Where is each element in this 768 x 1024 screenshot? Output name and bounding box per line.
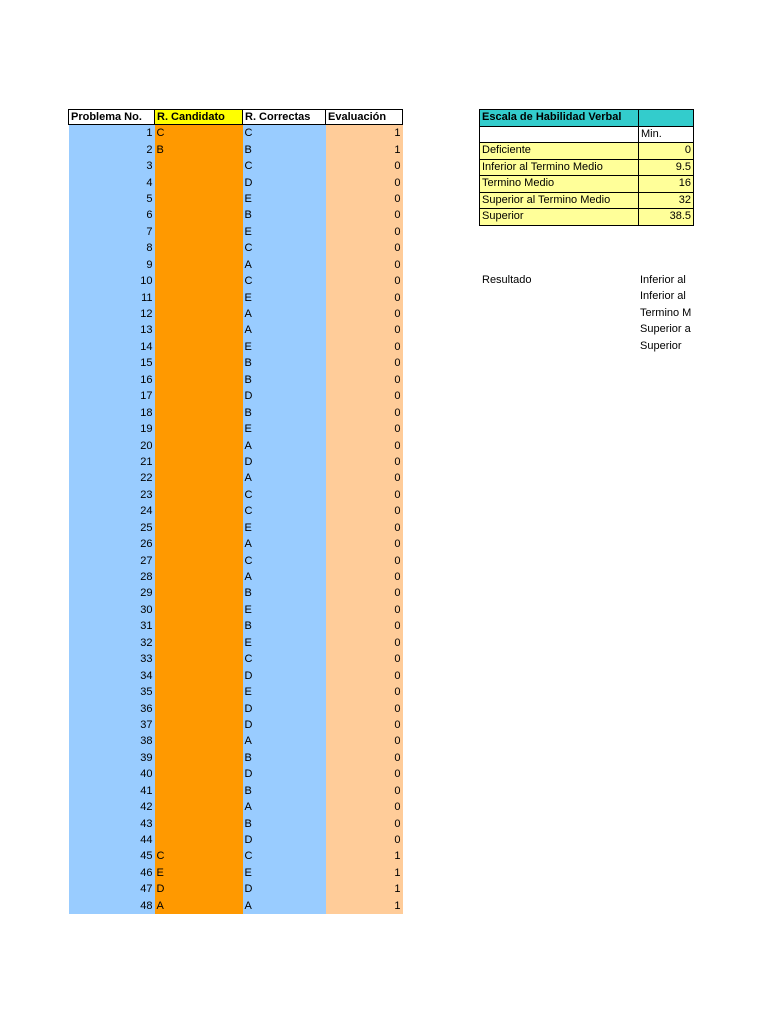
evaluation-cell[interactable]: 0 [326,289,403,305]
table-row [69,503,403,519]
candidate-answer-cell[interactable] [155,667,243,683]
candidate-answer-cell[interactable] [155,602,243,618]
scale-level-row [480,192,694,209]
problem-number-cell[interactable]: 22 [69,470,155,486]
candidate-answer-cell[interactable] [155,783,243,799]
problem-number-cell[interactable]: 13 [69,322,155,338]
candidate-answer-cell[interactable] [155,257,243,273]
problem-number-cell[interactable]: 31 [69,618,155,634]
table-row [69,141,403,157]
evaluation-cell[interactable]: 0 [326,322,403,338]
problem-number-cell[interactable]: 2 [69,141,155,157]
table-row [69,207,403,223]
table-row [69,865,403,881]
table-row [69,536,403,552]
correct-answer-cell[interactable]: A [243,437,326,453]
correct-answer-cell[interactable]: C [243,503,326,519]
table-row [69,240,403,256]
evaluation-cell[interactable]: 0 [326,799,403,815]
problem-number-cell[interactable]: 47 [69,881,155,897]
evaluation-cell[interactable]: 0 [326,552,403,568]
evaluation-cell[interactable]: 0 [326,750,403,766]
evaluation-cell[interactable]: 1 [326,141,403,157]
evaluation-cell[interactable]: 0 [326,717,403,733]
table-row [69,257,403,273]
scale-level-min[interactable]: 32 [639,192,694,209]
evaluation-cell[interactable]: 0 [326,339,403,355]
scale-level-min[interactable]: 0 [639,143,694,160]
problem-number-cell[interactable]: 12 [69,306,155,322]
result-value[interactable]: Superior [640,339,682,352]
table-row [69,355,403,371]
candidate-answer-cell[interactable] [155,355,243,371]
header-evaluation[interactable]: Evaluación [326,110,403,125]
problem-number-cell[interactable]: 32 [69,635,155,651]
candidate-answer-cell[interactable] [155,224,243,240]
candidate-answer-cell[interactable] [155,717,243,733]
candidate-answer-cell[interactable] [155,569,243,585]
table-row [69,306,403,322]
answers-table [68,109,403,914]
candidate-answer-cell[interactable] [155,799,243,815]
result-value[interactable]: Inferior al [640,290,686,303]
result-value[interactable]: Inferior al [640,274,686,286]
scale-title[interactable]: Escala de Habilidad Verbal [480,110,639,127]
table-row [69,667,403,683]
table-row [69,273,403,289]
evaluation-cell[interactable]: 0 [326,224,403,240]
correct-answer-cell[interactable]: B [243,783,326,799]
correct-answer-cell[interactable]: E [243,224,326,240]
answers-body [69,125,403,915]
candidate-answer-cell[interactable] [155,322,243,338]
result-label[interactable]: Resultado [482,274,532,286]
problem-number-cell[interactable]: 5 [69,191,155,207]
problem-number-cell[interactable]: 10 [69,273,155,289]
scale-min-label[interactable]: Min. [639,126,694,143]
correct-answer-cell[interactable]: B [243,372,326,388]
evaluation-cell[interactable]: 0 [326,602,403,618]
candidate-answer-cell[interactable] [155,421,243,437]
answers-header-row [69,110,403,125]
candidate-answer-cell[interactable] [155,832,243,848]
table-row [69,322,403,338]
correct-answer-cell[interactable]: E [243,191,326,207]
problem-number-cell[interactable]: 3 [69,158,155,174]
correct-answer-cell[interactable]: E [243,684,326,700]
correct-answer-cell[interactable]: E [243,520,326,536]
candidate-answer-cell[interactable] [155,470,243,486]
correct-answer-cell[interactable]: B [243,355,326,371]
candidate-answer-cell[interactable] [155,733,243,749]
problem-number-cell[interactable]: 16 [69,372,155,388]
scale-level-name[interactable]: Deficiente [480,143,639,160]
table-row [69,766,403,782]
table-row [69,470,403,486]
correct-answer-cell[interactable]: E [243,339,326,355]
correct-answer-cell[interactable]: E [243,421,326,437]
evaluation-cell[interactable]: 0 [326,651,403,667]
evaluation-cell[interactable]: 0 [326,733,403,749]
evaluation-cell[interactable]: 0 [326,667,403,683]
correct-answer-cell[interactable]: A [243,799,326,815]
table-row [69,158,403,174]
correct-answer-cell[interactable]: D [243,700,326,716]
correct-answer-cell[interactable]: C [243,273,326,289]
problem-number-cell[interactable]: 26 [69,536,155,552]
problem-number-cell[interactable]: 36 [69,700,155,716]
table-row [69,552,403,568]
evaluation-cell[interactable]: 0 [326,487,403,503]
correct-answer-cell[interactable]: A [243,257,326,273]
table-row [69,717,403,733]
correct-answer-cell[interactable]: D [243,174,326,190]
correct-answer-cell[interactable]: D [243,388,326,404]
evaluation-cell[interactable]: 0 [326,240,403,256]
evaluation-cell[interactable]: 0 [326,404,403,420]
correct-answer-cell[interactable]: C [243,848,326,864]
evaluation-cell[interactable]: 1 [326,125,403,142]
correct-answer-cell[interactable]: D [243,454,326,470]
candidate-answer-cell[interactable] [155,766,243,782]
table-row [69,635,403,651]
correct-answer-cell[interactable]: C [243,651,326,667]
header-correct-answer[interactable]: R. Correctas [243,110,326,125]
header-candidate-answer[interactable]: R. Candidato [155,110,243,125]
table-row [69,651,403,667]
correct-answer-cell[interactable]: A [243,470,326,486]
correct-answer-cell[interactable]: E [243,602,326,618]
candidate-answer-cell[interactable] [155,635,243,651]
candidate-answer-cell[interactable]: B [155,141,243,157]
evaluation-cell[interactable]: 0 [326,355,403,371]
candidate-answer-cell[interactable] [155,174,243,190]
verbal-ability-scale-table [479,109,694,226]
candidate-answer-cell[interactable] [155,191,243,207]
candidate-answer-cell[interactable] [155,240,243,256]
table-row [69,799,403,815]
table-row [69,832,403,848]
table-row [69,520,403,536]
table-row [69,421,403,437]
candidate-answer-cell[interactable] [155,454,243,470]
candidate-answer-cell[interactable] [155,437,243,453]
table-row [69,733,403,749]
correct-answer-cell[interactable]: C [243,552,326,568]
correct-answer-cell[interactable]: B [243,141,326,157]
scale-min-row [480,126,694,143]
correct-answer-cell[interactable]: E [243,635,326,651]
correct-answer-cell[interactable]: C [243,240,326,256]
table-row [69,174,403,190]
table-row [69,404,403,420]
table-row [69,585,403,601]
candidate-answer-cell[interactable] [155,618,243,634]
candidate-answer-cell[interactable] [155,651,243,667]
evaluation-cell[interactable]: 0 [326,832,403,848]
problem-number-cell[interactable]: 1 [69,125,155,142]
table-row [69,372,403,388]
scale-level-min[interactable]: 9.5 [639,159,694,176]
scale-level-row [480,176,694,193]
correct-answer-cell[interactable]: B [243,750,326,766]
problem-number-cell[interactable]: 37 [69,717,155,733]
table-row [69,454,403,470]
problem-number-cell[interactable]: 25 [69,520,155,536]
candidate-answer-cell[interactable] [155,273,243,289]
correct-answer-cell[interactable]: A [243,898,326,914]
evaluation-cell[interactable]: 0 [326,437,403,453]
correct-answer-cell[interactable]: A [243,536,326,552]
candidate-answer-cell[interactable] [155,750,243,766]
table-row [69,898,403,914]
scale-level-name[interactable]: Termino Medio [480,176,639,193]
scale-level-row [480,143,694,160]
problem-number-cell[interactable]: 38 [69,733,155,749]
evaluation-cell[interactable]: 0 [326,421,403,437]
problem-number-cell[interactable]: 42 [69,799,155,815]
candidate-answer-cell[interactable] [155,339,243,355]
correct-answer-cell[interactable]: A [243,733,326,749]
scale-blank-cell[interactable] [480,126,639,143]
table-row [69,437,403,453]
evaluation-cell[interactable]: 1 [326,881,403,897]
correct-answer-cell[interactable]: B [243,618,326,634]
problem-number-cell[interactable]: 15 [69,355,155,371]
table-row [69,388,403,404]
candidate-answer-cell[interactable] [155,815,243,831]
candidate-answer-cell[interactable]: A [155,898,243,914]
correct-answer-cell[interactable]: D [243,717,326,733]
problem-number-cell[interactable]: 7 [69,224,155,240]
scale-level-name[interactable]: Superior al Termino Medio [480,192,639,209]
evaluation-cell[interactable]: 0 [326,207,403,223]
evaluation-cell[interactable]: 0 [326,503,403,519]
evaluation-cell[interactable]: 1 [326,848,403,864]
table-row [69,569,403,585]
candidate-answer-cell[interactable] [155,404,243,420]
evaluation-cell[interactable]: 0 [326,174,403,190]
candidate-answer-cell[interactable] [155,388,243,404]
problem-number-cell[interactable]: 14 [69,339,155,355]
candidate-answer-cell[interactable]: C [155,125,243,142]
table-row [69,289,403,305]
table-row [69,602,403,618]
table-row [69,783,403,799]
correct-answer-cell[interactable]: D [243,766,326,782]
correct-answer-cell[interactable]: B [243,815,326,831]
evaluation-cell[interactable]: 1 [326,865,403,881]
correct-answer-cell[interactable]: E [243,865,326,881]
table-row [69,700,403,716]
correct-answer-cell[interactable]: A [243,322,326,338]
problem-number-cell[interactable]: 28 [69,569,155,585]
table-row [69,848,403,864]
correct-answer-cell[interactable]: A [243,306,326,322]
evaluation-cell[interactable]: 0 [326,158,403,174]
scale-title-row [480,110,694,127]
problem-number-cell[interactable]: 17 [69,388,155,404]
problem-number-cell[interactable]: 41 [69,783,155,799]
correct-answer-cell[interactable]: B [243,404,326,420]
problem-number-cell[interactable]: 48 [69,898,155,914]
evaluation-cell[interactable]: 0 [326,273,403,289]
problem-number-cell[interactable]: 27 [69,552,155,568]
evaluation-cell[interactable]: 0 [326,815,403,831]
scale-title-empty-cell[interactable] [639,110,694,127]
table-row [69,224,403,240]
problem-number-cell[interactable]: 46 [69,865,155,881]
problem-number-cell[interactable]: 24 [69,503,155,519]
scale-level-name[interactable]: Superior [480,209,639,226]
evaluation-cell[interactable]: 0 [326,700,403,716]
candidate-answer-cell[interactable] [155,552,243,568]
candidate-answer-cell[interactable] [155,289,243,305]
table-row [69,339,403,355]
correct-answer-cell[interactable]: C [243,158,326,174]
problem-number-cell[interactable]: 33 [69,651,155,667]
correct-answer-cell[interactable]: D [243,881,326,897]
evaluation-cell[interactable]: 0 [326,470,403,486]
scale-level-min[interactable]: 38.5 [639,209,694,226]
header-problem-no[interactable]: Problema No. [69,110,155,125]
correct-answer-cell[interactable]: B [243,585,326,601]
candidate-answer-cell[interactable] [155,372,243,388]
problem-number-cell[interactable]: 29 [69,585,155,601]
table-row [69,487,403,503]
problem-number-cell[interactable]: 44 [69,832,155,848]
problem-number-cell[interactable]: 20 [69,437,155,453]
problem-number-cell[interactable]: 39 [69,750,155,766]
problem-number-cell[interactable]: 18 [69,404,155,420]
problem-number-cell[interactable]: 35 [69,684,155,700]
candidate-answer-cell[interactable]: E [155,865,243,881]
correct-answer-cell[interactable]: C [243,487,326,503]
result-values [640,272,693,354]
result-value[interactable]: Superior a [640,323,691,336]
problem-number-cell[interactable]: 6 [69,207,155,223]
problem-number-cell[interactable]: 21 [69,454,155,470]
evaluation-cell[interactable]: 0 [326,635,403,651]
candidate-answer-cell[interactable] [155,684,243,700]
evaluation-cell[interactable]: 0 [326,454,403,470]
table-row [69,750,403,766]
evaluation-cell[interactable]: 0 [326,191,403,207]
problem-number-cell[interactable]: 9 [69,257,155,273]
correct-answer-cell[interactable]: C [243,125,326,142]
correct-answer-cell[interactable]: D [243,832,326,848]
scale-level-row [480,159,694,176]
evaluation-cell[interactable]: 0 [326,783,403,799]
candidate-answer-cell[interactable] [155,585,243,601]
evaluation-cell[interactable]: 0 [326,536,403,552]
candidate-answer-cell[interactable] [155,306,243,322]
scale-level-row [480,209,694,226]
table-row [69,191,403,207]
correct-answer-cell[interactable]: A [243,569,326,585]
evaluation-cell[interactable]: 0 [326,257,403,273]
problem-number-cell[interactable]: 4 [69,174,155,190]
candidate-answer-cell[interactable] [155,536,243,552]
problem-number-cell[interactable]: 34 [69,667,155,683]
evaluation-cell[interactable]: 0 [326,684,403,700]
problem-number-cell[interactable]: 30 [69,602,155,618]
candidate-answer-cell[interactable] [155,207,243,223]
problem-number-cell[interactable]: 8 [69,240,155,256]
evaluation-cell[interactable]: 0 [326,306,403,322]
evaluation-cell[interactable]: 0 [326,388,403,404]
evaluation-cell[interactable]: 0 [326,766,403,782]
table-row [69,125,403,142]
correct-answer-cell[interactable]: B [243,207,326,223]
candidate-answer-cell[interactable] [155,158,243,174]
candidate-answer-cell[interactable] [155,503,243,519]
correct-answer-cell[interactable]: D [243,667,326,683]
problem-number-cell[interactable]: 40 [69,766,155,782]
evaluation-cell[interactable]: 1 [326,898,403,914]
table-row [69,618,403,634]
candidate-answer-cell[interactable] [155,487,243,503]
problem-number-cell[interactable]: 11 [69,289,155,305]
problem-number-cell[interactable]: 43 [69,815,155,831]
table-row [69,815,403,831]
problem-number-cell[interactable]: 23 [69,487,155,503]
table-row [69,881,403,897]
correct-answer-cell[interactable]: E [243,289,326,305]
table-row [69,684,403,700]
candidate-answer-cell[interactable]: D [155,881,243,897]
result-value[interactable]: Termino M [640,306,692,319]
scale-level-name[interactable]: Inferior al Termino Medio [480,159,639,176]
evaluation-cell[interactable]: 0 [326,520,403,536]
evaluation-cell[interactable]: 0 [326,618,403,634]
evaluation-cell[interactable]: 0 [326,569,403,585]
evaluation-cell[interactable]: 0 [326,372,403,388]
scale-level-min[interactable]: 16 [639,176,694,193]
candidate-answer-cell[interactable] [155,520,243,536]
evaluation-cell[interactable]: 0 [326,585,403,601]
scale-body [480,110,694,226]
problem-number-cell[interactable]: 45 [69,848,155,864]
candidate-answer-cell[interactable]: C [155,848,243,864]
candidate-answer-cell[interactable] [155,700,243,716]
problem-number-cell[interactable]: 19 [69,421,155,437]
